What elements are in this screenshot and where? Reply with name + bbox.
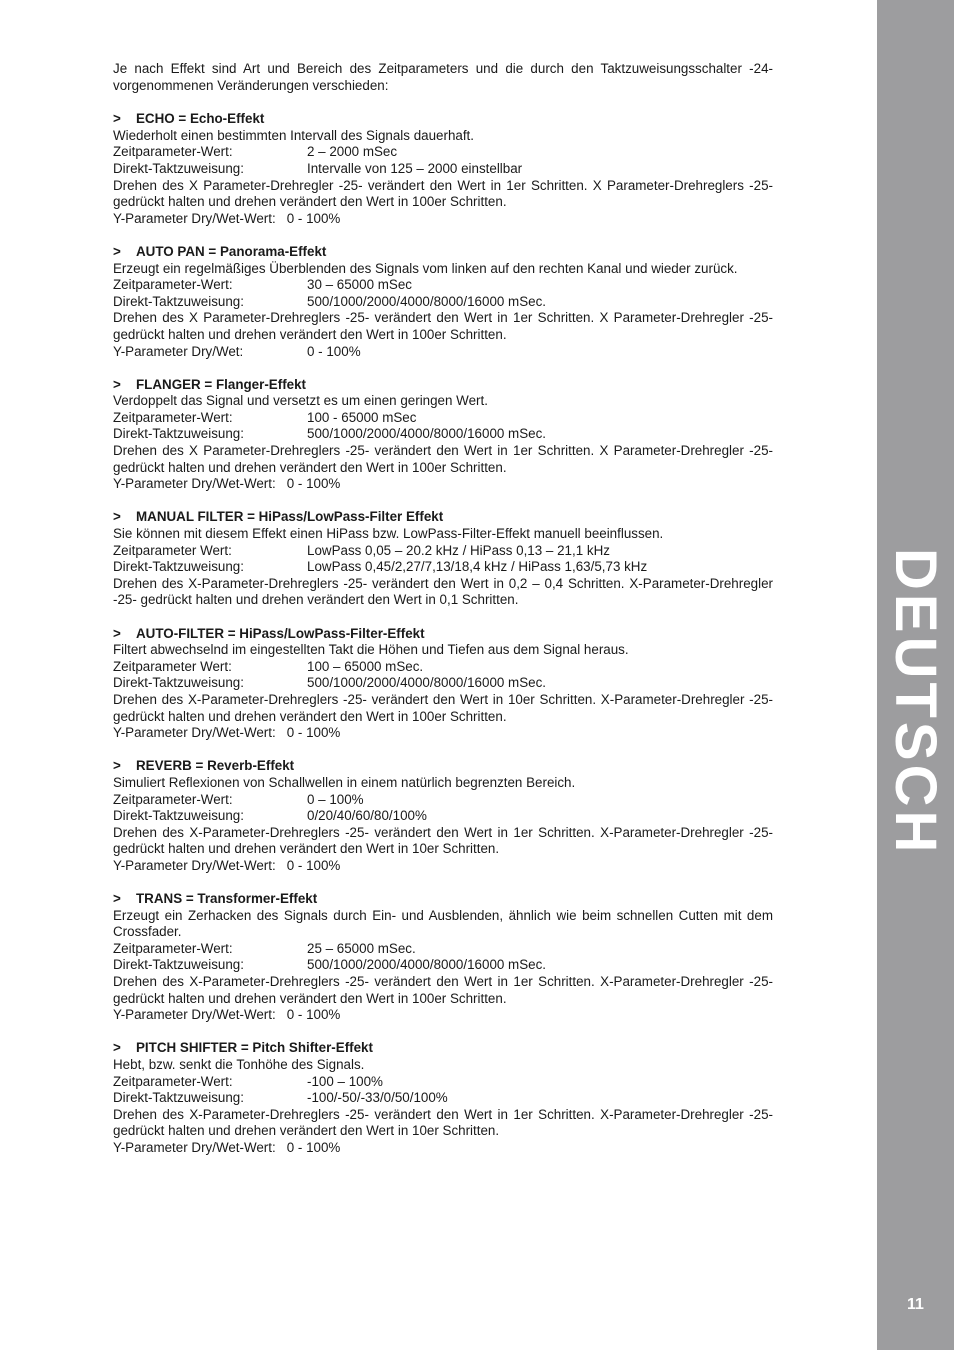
y-parameter-value: 0 - 100% [307, 343, 361, 359]
zeitparameter-label: Zeitparameter-Wert: [113, 409, 233, 425]
effect-note: Drehen des X Parameter-Drehreglers -25- verändert den Wert in 1er Schritten. X Parameter-Drehregler -25- gedrückt halten und drehen verändert den Wert in 100er Schritten. [113, 310, 773, 342]
effect-heading [113, 377, 773, 394]
effect-heading [113, 626, 773, 643]
y-parameter-row [113, 344, 773, 361]
effect-note: Drehen des X-Parameter-Drehreglers -25- verändert den Wert in 1er Schritten. X-Parameter-Drehregler -25- gedrückt halten und drehen verändert den Wert in 10er Schritten. [113, 824, 773, 857]
y-parameter-value: 0 - 100% [286, 725, 341, 741]
zeitparameter-row [113, 792, 773, 809]
y-parameter-row [113, 1140, 773, 1157]
y-parameter-value: 0 - 100% [286, 1140, 341, 1155]
zeitparameter-value: 100 – 65000 mSec. [307, 658, 424, 674]
effect-description: Erzeugt ein regelmäßiges Überblenden des Signals vom linken auf den rechten Kanal und wieder zurück. [113, 260, 738, 276]
zeitparameter-label: Zeitparameter Wert: [113, 542, 232, 558]
effect-title: REVERB = Reverb-Effekt [136, 758, 295, 774]
y-parameter-row [113, 476, 773, 493]
y-parameter-label: Y-Parameter Dry/Wet-Wert: [113, 857, 276, 873]
y-parameter-label: Y-Parameter Dry/Wet-Wert: [113, 210, 276, 226]
effect-section [113, 244, 773, 360]
effect-title: PITCH SHIFTER = Pitch Shifter-Effekt [136, 1040, 373, 1056]
language-tab [877, 548, 954, 857]
effect-title: ECHO = Echo-Effekt [136, 111, 265, 127]
zeitparameter-label: Zeitparameter-Wert: [113, 940, 233, 956]
effect-heading [113, 891, 773, 908]
zeitparameter-value: 2 – 2000 mSec [307, 144, 398, 160]
page-number: 11 [907, 1296, 924, 1313]
y-parameter-label: Y-Parameter Dry/Wet-Wert: [113, 1140, 276, 1155]
bullet-icon: > [113, 625, 121, 641]
zeitparameter-value: 30 – 65000 mSec [307, 277, 412, 293]
taktzuweisung-value: 500/1000/2000/4000/8000/16000 mSec. [307, 675, 547, 691]
y-parameter-label: Y-Parameter Dry/Wet-Wert: [113, 1007, 276, 1023]
effect-title: MANUAL FILTER = HiPass/LowPass-Filter Effekt [136, 509, 444, 525]
page-content [113, 61, 773, 1173]
language-label: DEUTSCH [883, 548, 948, 857]
effect-heading [113, 244, 773, 261]
y-parameter-value: 0 - 100% [286, 210, 341, 226]
effect-heading [113, 758, 773, 775]
effect-note: Drehen des X-Parameter-Drehreglers -25- verändert den Wert in 1er Schritten. X-Parameter-Drehregler -25- gedrückt halten und drehen verändert den Wert in 10er Schritten. [113, 1106, 773, 1139]
bullet-icon: > [113, 243, 121, 259]
effect-section [113, 111, 773, 227]
zeitparameter-row [113, 543, 773, 560]
effect-title: AUTO PAN = Panorama-Effekt [136, 243, 327, 259]
effect-section [113, 1040, 773, 1156]
zeitparameter-row [113, 941, 773, 958]
taktzuweisung-row [113, 426, 773, 443]
zeitparameter-value: LowPass 0,05 – 20.2 kHz / HiPass 0,13 – 21,1 kHz [307, 542, 610, 558]
bullet-icon: > [113, 376, 121, 392]
taktzuweisung-value: 500/1000/2000/4000/8000/16000 mSec. [307, 293, 547, 309]
effect-title: AUTO-FILTER = HiPass/LowPass-Filter-Effekt [136, 625, 425, 641]
y-parameter-value: 0 - 100% [286, 1007, 341, 1023]
y-parameter-row [113, 858, 773, 875]
taktzuweisung-label: Direkt-Taktzuweisung: [113, 160, 244, 176]
effect-section [113, 377, 773, 493]
taktzuweisung-label: Direkt-Taktzuweisung: [113, 808, 244, 824]
taktzuweisung-value: -100/-50/-33/0/50/100% [307, 1090, 448, 1106]
bullet-icon: > [113, 111, 121, 127]
zeitparameter-row [113, 144, 773, 161]
zeitparameter-row [113, 1074, 773, 1091]
taktzuweisung-value: 500/1000/2000/4000/8000/16000 mSec. [307, 426, 547, 442]
intro-paragraph: Je nach Effekt sind Art und Bereich des Zeitparameters und die durch den Taktzuweisungsschalter -24- vorgenommenen Veränderungen verschieden: [113, 61, 773, 93]
effect-note: Drehen des X-Parameter-Drehreglers -25- verändert den Wert in 1er Schritten. X-Parameter-Drehregler -25- gedrückt halten und drehen verändert den Wert in 100er Schritten. [113, 974, 773, 1006]
taktzuweisung-label: Direkt-Taktzuweisung: [113, 293, 244, 309]
y-parameter-row [113, 725, 773, 742]
taktzuweisung-label: Direkt-Taktzuweisung: [113, 1090, 244, 1106]
effect-description: Filtert abwechselnd im eingestellten Takt die Höhen und Tiefen aus dem Signal heraus. [113, 642, 629, 658]
effect-heading [113, 509, 773, 526]
effect-section [113, 626, 773, 742]
zeitparameter-row [113, 277, 773, 294]
bullet-icon: > [113, 1040, 121, 1056]
effects-list [113, 111, 773, 1156]
effect-note: Drehen des X-Parameter-Drehreglers -25- verändert den Wert in 0,2 – 0,4 Schritten. X-Parameter-Drehregler -25- gedrückt halten und drehen verändert den Wert in 0,1 Schritten. [113, 575, 773, 608]
effect-section [113, 891, 773, 1024]
taktzuweisung-label: Direkt-Taktzuweisung: [113, 675, 244, 691]
zeitparameter-label: Zeitparameter-Wert: [113, 277, 233, 293]
effect-description: Simuliert Reflexionen von Schallwellen in einem natürlich begrenzten Bereich. [113, 774, 576, 790]
effect-note: Drehen des X-Parameter-Drehreglers -25- verändert den Wert in 10er Schritten. X-Parameter-Drehregler -25- gedrückt halten und drehen verändert den Wert in 100er Schritten. [113, 691, 773, 724]
zeitparameter-label: Zeitparameter-Wert: [113, 144, 233, 160]
taktzuweisung-row [113, 808, 773, 825]
zeitparameter-label: Zeitparameter-Wert: [113, 791, 233, 807]
zeitparameter-value: 0 – 100% [307, 791, 364, 807]
y-parameter-row [113, 1007, 773, 1024]
effect-description: Verdoppelt das Signal und versetzt es um einen geringen Wert. [113, 393, 488, 409]
effect-note: Drehen des X Parameter-Drehregler -25- verändert den Wert in 1er Schritten. X Parameter-Drehreglers -25- gedrückt halten und drehen verändert den Wert in 100er Schritten. [113, 177, 773, 210]
zeitparameter-row [113, 659, 773, 676]
effect-title: FLANGER = Flanger-Effekt [136, 376, 307, 392]
zeitparameter-value: -100 – 100% [307, 1073, 383, 1089]
taktzuweisung-value: LowPass 0,45/2,27/7,13/18,4 kHz / HiPass 1,63/5,73 kHz [307, 559, 648, 575]
effect-section [113, 509, 773, 609]
taktzuweisung-row [113, 559, 773, 576]
taktzuweisung-value: Intervalle von 125 – 2000 einstellbar [307, 160, 523, 176]
effect-description: Hebt, bzw. senkt die Tonhöhe des Signals. [113, 1057, 365, 1073]
bullet-icon: > [113, 758, 121, 774]
y-parameter-label: Y-Parameter Dry/Wet-Wert: [113, 725, 276, 741]
taktzuweisung-row [113, 675, 773, 692]
y-parameter-value: 0 - 100% [286, 476, 341, 492]
zeitparameter-row [113, 410, 773, 427]
zeitparameter-label: Zeitparameter-Wert: [113, 1073, 233, 1089]
zeitparameter-value: 25 – 65000 mSec. [307, 940, 416, 956]
effect-description: Erzeugt ein Zerhacken des Signals durch Ein- und Ausblenden, ähnlich wie beim schnellen Cutten mit dem Crossfader. [113, 907, 773, 940]
taktzuweisung-value: 0/20/40/60/80/100% [307, 808, 427, 824]
y-parameter-label: Y-Parameter Dry/Wet-Wert: [113, 476, 276, 492]
taktzuweisung-row [113, 1090, 773, 1107]
zeitparameter-value: 100 - 65000 mSec [307, 409, 417, 425]
bullet-icon: > [113, 891, 121, 907]
zeitparameter-label: Zeitparameter Wert: [113, 658, 232, 674]
taktzuweisung-value: 500/1000/2000/4000/8000/16000 mSec. [307, 957, 547, 973]
taktzuweisung-row [113, 161, 773, 178]
y-parameter-value: 0 - 100% [286, 857, 341, 873]
effect-title: TRANS = Transformer-Effekt [136, 891, 318, 907]
effect-description: Sie können mit diesem Effekt einen HiPass bzw. LowPass-Filter-Effekt manuell beeinflussen. [113, 526, 664, 542]
y-parameter-row [113, 211, 773, 228]
bullet-icon: > [113, 509, 121, 525]
effect-heading [113, 1040, 773, 1057]
taktzuweisung-row [113, 294, 773, 311]
taktzuweisung-label: Direkt-Taktzuweisung: [113, 426, 244, 442]
effect-heading [113, 111, 773, 128]
taktzuweisung-row [113, 957, 773, 974]
taktzuweisung-label: Direkt-Taktzuweisung: [113, 559, 244, 575]
y-parameter-label: Y-Parameter Dry/Wet: [113, 343, 244, 359]
effect-description: Wiederholt einen bestimmten Intervall des Signals dauerhaft. [113, 127, 474, 143]
effect-section [113, 758, 773, 874]
taktzuweisung-label: Direkt-Taktzuweisung: [113, 957, 244, 973]
effect-note: Drehen des X Parameter-Drehreglers -25- verändert den Wert in 1er Schritten. X Parameter-Drehregler -25- gedrückt halten und drehen verändert den Wert in 100er Schritten. [113, 443, 773, 475]
